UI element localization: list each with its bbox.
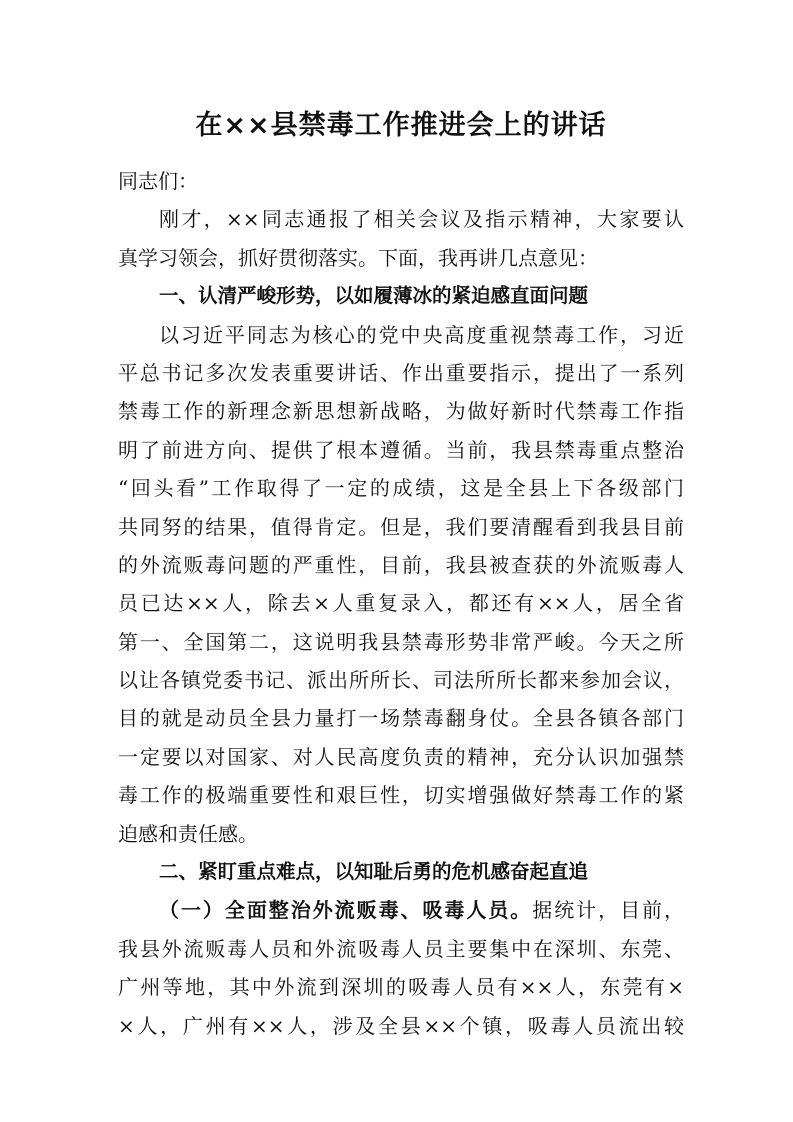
section1-line-6: 共同努的结果，值得肯定。但是，我们要清醒看到我县目前 <box>118 514 684 539</box>
section2-heading: 二、紧盯重点难点，以知耻后勇的危机感奋起直追 <box>159 860 589 884</box>
subsection1-line-3: 广州等地，其中外流到深圳的吸毒人员有××人，东莞有× <box>118 975 684 1000</box>
subsection1-heading: （一）全面整治外流贩毒、吸毒人员。 <box>159 898 533 923</box>
subsection1-lead: 据统计，目前， <box>532 898 684 923</box>
section1-line-9: 第一、全国第二，这说明我县禁毒形势非常严峻。今天之所 <box>118 629 684 654</box>
salutation: 同志们： <box>118 169 198 193</box>
subsection1-line-2: 我县外流贩毒人员和外流吸毒人员主要集中在深圳、东莞、 <box>118 936 684 961</box>
section1-line-11: 目的就是动员全县力量打一场禁毒翻身仗。全县各镇各部门 <box>118 706 684 731</box>
intro-line-1: 刚才，××同志通报了相关会议及指示精神，大家要认 <box>159 207 684 232</box>
section1-line-3: 禁毒工作的新理念新思想新战略，为做好新时代禁毒工作指 <box>118 399 684 424</box>
section1-line-7: 的外流贩毒问题的严重性，目前，我县被查获的外流贩毒人 <box>118 552 684 577</box>
subsection1-line-4: ×人，广州有××人，涉及全县××个镇，吸毒人员流出较 <box>118 1013 684 1038</box>
intro-line-2: 真学习领会，抓好贯彻落实。下面，我再讲几点意见： <box>118 245 598 270</box>
section1-line-4: 明了前进方向、提供了根本遵循。当前，我县禁毒重点整治 <box>118 437 684 462</box>
section1-line-12: 一定要以对国家、对人民高度负责的精神，充分认识加强禁 <box>118 744 684 769</box>
section1-line-5: “回头看”工作取得了一定的成绩，这是全县上下各级部门 <box>118 476 684 501</box>
subsection1-line-1 <box>118 891 684 929</box>
section1-line-13: 毒工作的极端重要性和艰巨性，切实增强做好禁毒工作的紧 <box>118 783 684 808</box>
document-page <box>118 104 684 1045</box>
section1-line-10: 以让各镇党委书记、派出所所长、司法所所长都来参加会议， <box>118 668 684 693</box>
section1-line-2: 平总书记多次发表重要讲话、作出重要指示，提出了一系列 <box>118 360 684 385</box>
document-title: 在××县禁毒工作推进会上的讲话 <box>195 110 607 141</box>
section1-line-14: 迫感和责任感。 <box>118 821 258 846</box>
section1-line-8: 员已达××人，除去×人重复录入，都还有××人，居全省 <box>118 591 684 616</box>
section1-line-1: 以习近平同志为核心的党中央高度重视禁毒工作，习近 <box>159 322 684 347</box>
section1-heading: 一、认清严峻形势，以如履薄冰的紧迫感直面问题 <box>159 284 589 308</box>
